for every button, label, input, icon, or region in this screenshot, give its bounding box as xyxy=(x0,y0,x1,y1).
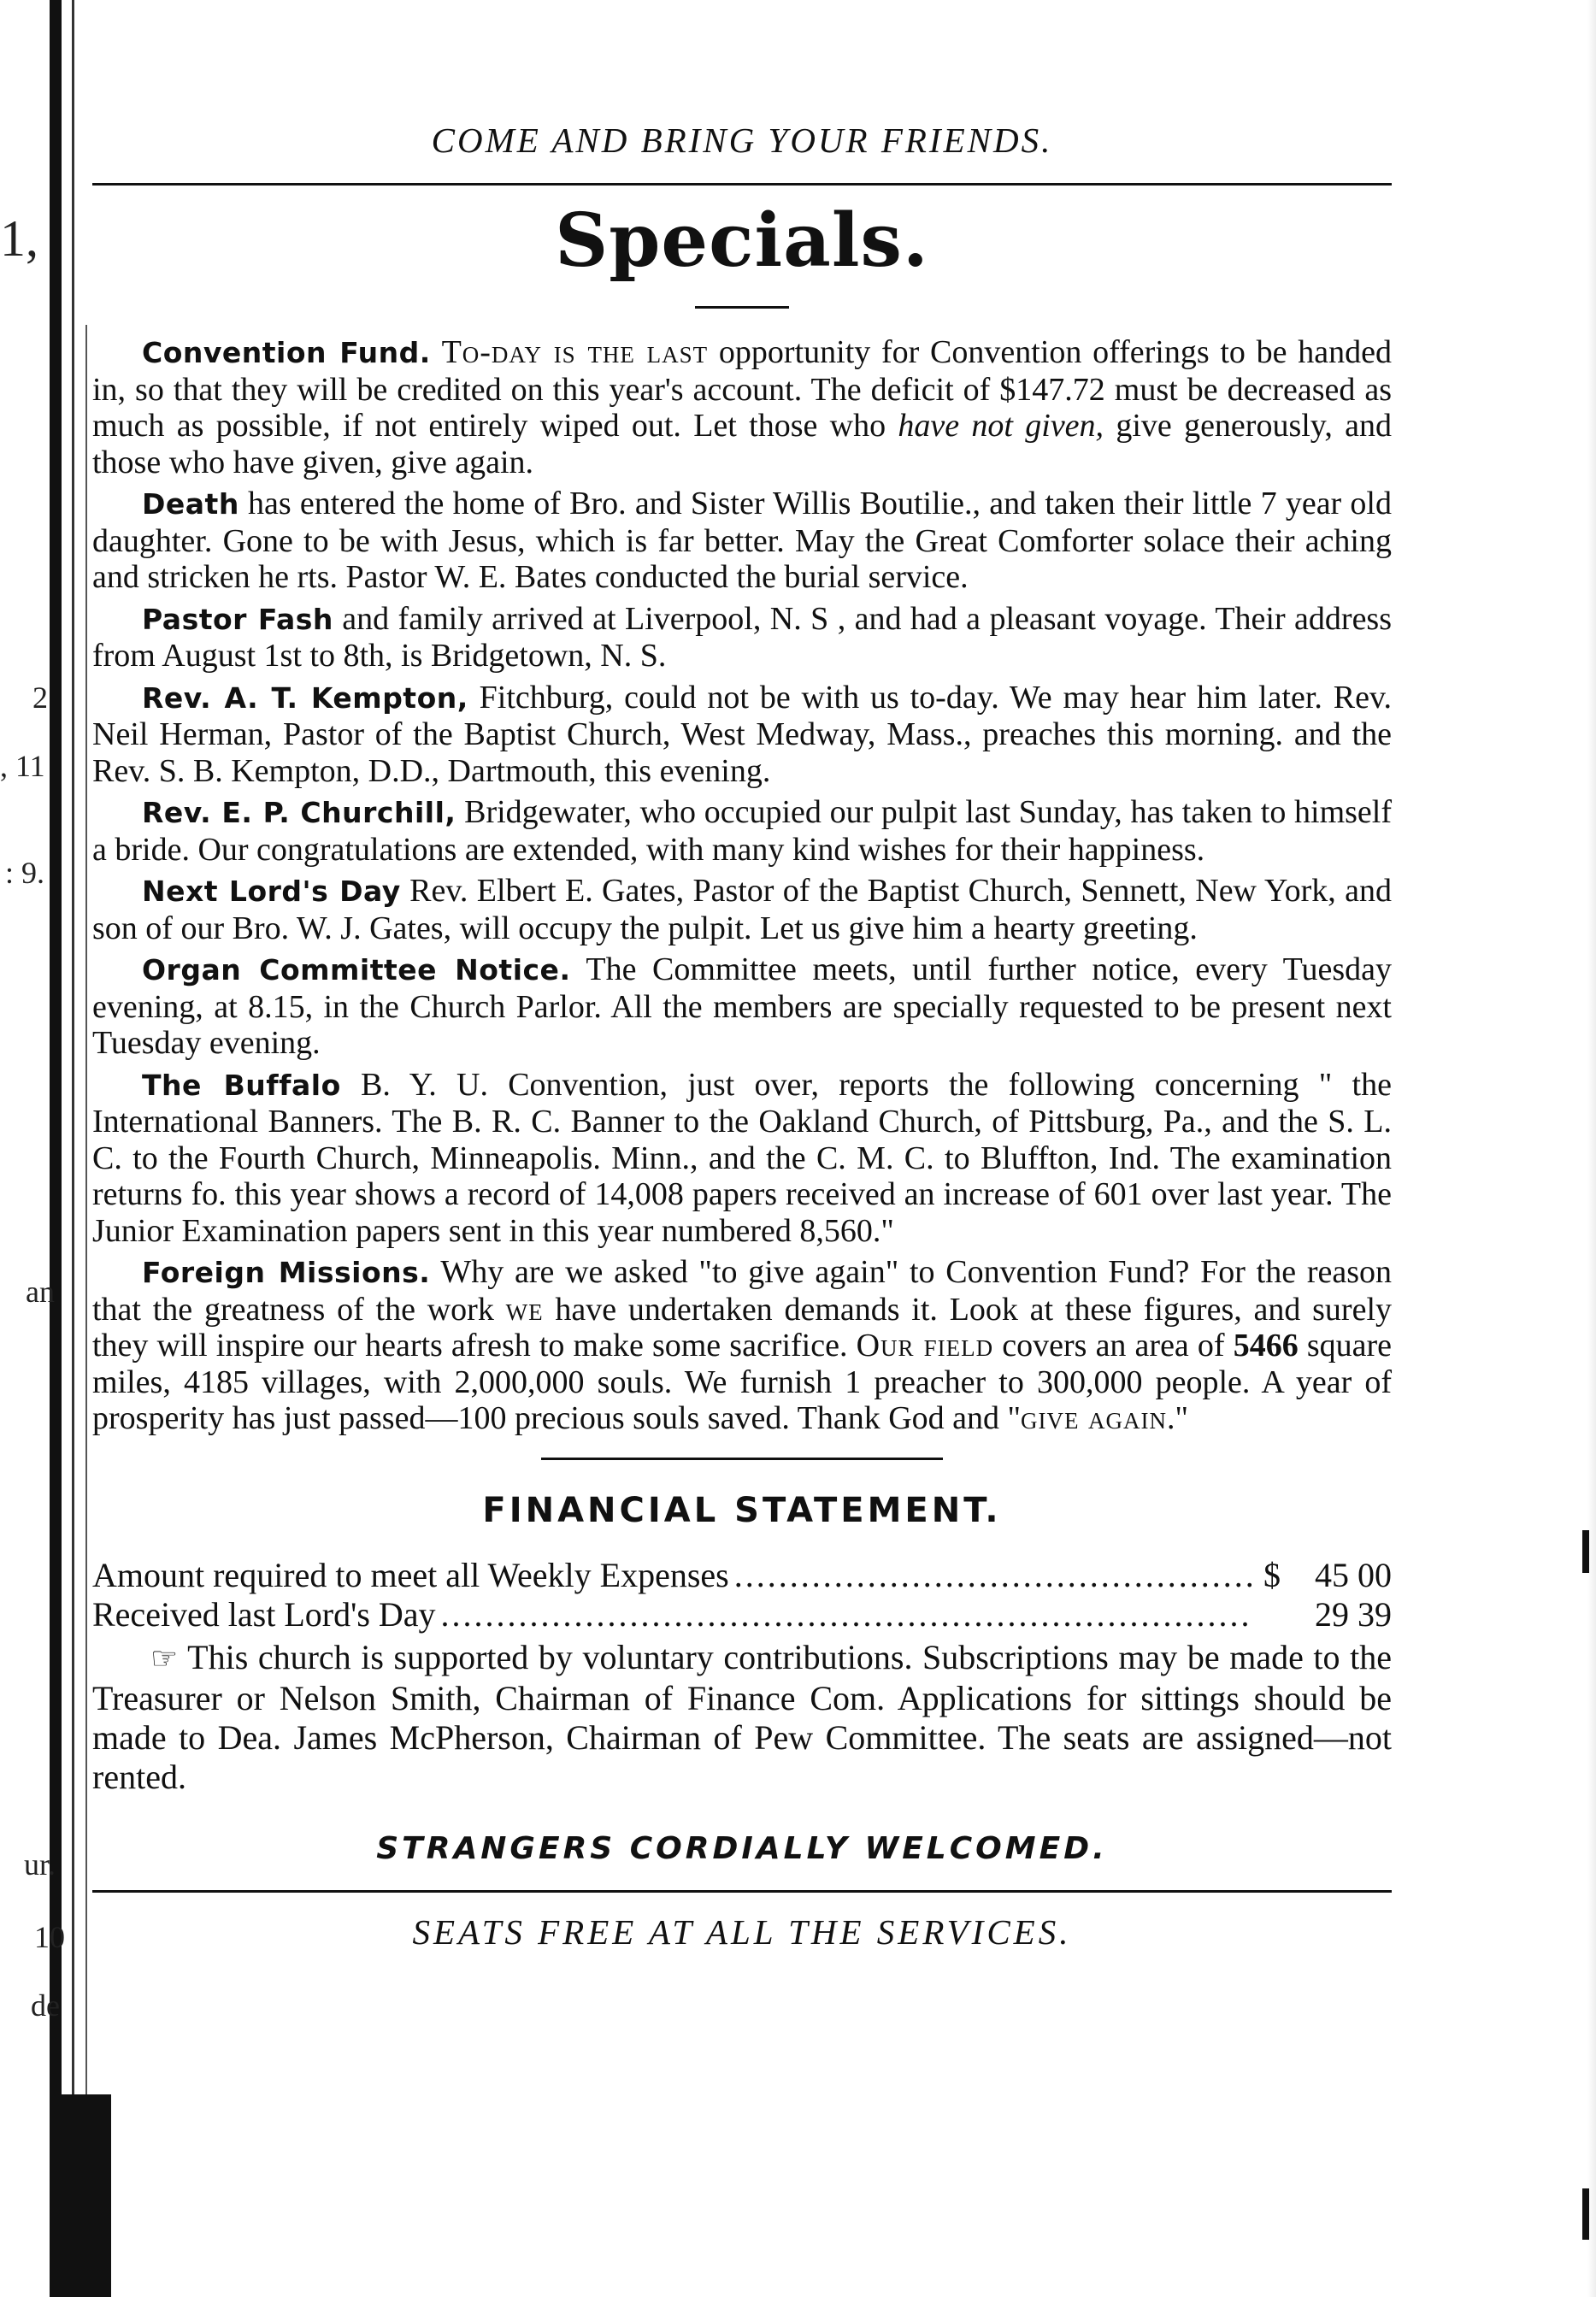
notice-text: Why are we asked "to give again" to Convention Fund? For the reason that the greatness of the work xyxy=(92,1254,1392,1328)
leader-dots xyxy=(441,1595,1251,1634)
notice-text: and family arrived at Liverpool, N. S , and had a pleasant voyage. Their address from August 1st to 8th, is Bridgetown, N. S. xyxy=(92,600,1393,674)
page-edge-mark xyxy=(1582,2188,1589,2240)
notice-lead: Rev. A. T. Kempton, xyxy=(142,680,468,715)
financial-title: FINANCIAL STATEMENT. xyxy=(482,1490,1002,1530)
notice-caps: give again xyxy=(1021,1400,1168,1436)
page-edge-mark xyxy=(1582,1530,1589,1573)
margin-note: de xyxy=(31,1988,60,2023)
financial-currency: $ xyxy=(1263,1555,1281,1594)
notice-text: square miles, 4185 villages, with 2,000,000 souls. We furnish 1 preacher to 300,000 people. A year of prosperity has just passed—100 precious souls saved. Thank God and " xyxy=(92,1328,1392,1436)
notice-buffalo-convention xyxy=(92,1067,1392,1250)
notice-lead: The Buffalo xyxy=(142,1068,341,1102)
title-rule xyxy=(695,306,789,309)
margin-note: 2 xyxy=(32,680,48,715)
financial-value: 45 00 xyxy=(1315,1555,1392,1594)
margin-note: , 11 xyxy=(0,749,45,783)
header-rule xyxy=(92,183,1392,186)
binding-shadow xyxy=(51,2094,111,2297)
page-edge xyxy=(1587,0,1596,2297)
notice-lead: Foreign Missions. xyxy=(142,1256,431,1289)
binding-edge-line xyxy=(85,325,87,2291)
binding-edge-line xyxy=(72,0,74,2297)
financial-row xyxy=(92,1595,1392,1634)
notice-italic: have not given, xyxy=(898,408,1104,444)
notice-next-lords-day xyxy=(92,873,1392,946)
notice-text: B. Y. U. Convention, just over, reports the following concerning " the International Banners. The B. R. C. Banner to the Oakland Church, of Pittsburg, Pa., and the S. L. C. to the Fourth Church, Minneapolis. Minn., and the C. M. C. to Bluffton, Ind. The examination returns fo. this year shows a record of 14,008 papers received an increase of 601 over last year. The Junior Examination papers sent in this year numbered 8,560." xyxy=(92,1066,1392,1249)
financial-value: 29 39 xyxy=(1315,1594,1392,1634)
support-paragraph xyxy=(92,1638,1392,1797)
notice-caps: To-day is the last xyxy=(441,334,709,370)
margin-note: : 9. xyxy=(5,856,45,890)
support-text: This church is supported by voluntary contributions. Subscriptions may be made to the Treasurer or Nelson Smith, Chairman of Finance Com. Applications for sittings should be made to Dea. James McPherson, Chairman of Pew Committee. The seats are assigned—not rented. xyxy=(92,1637,1392,1796)
notice-text: Fitchburg, could not be with us to-day. We may hear him later. Rev. Neil Herman, Pastor of the Baptist Church, West Medway, Mass., preaches this morning. and the Rev. S. B. Kempton, D.D., Dartmouth, this evening. xyxy=(92,679,1392,789)
notice-churchill xyxy=(92,794,1392,868)
notice-caps: Our field xyxy=(856,1328,994,1363)
notice-lead: Pastor Fash xyxy=(142,602,333,636)
margin-note: 1, xyxy=(0,210,38,267)
welcome-line: STRANGERS CORDIALLY WELCOMED. xyxy=(376,1830,1108,1866)
notice-foreign-missions xyxy=(92,1254,1392,1437)
leader-dots xyxy=(734,1556,1251,1595)
margin-note: ur. xyxy=(24,1847,56,1882)
notice-lead: Next Lord's Day xyxy=(142,875,401,908)
notice-kempton xyxy=(92,680,1392,790)
financial-row xyxy=(92,1556,1392,1595)
notice-text: opportunity for Convention offerings to be handed in, so that they will be credited on this year's account. The deficit of $147.72 must be decreased as much as possible, if not entirely wiped out. Let those who xyxy=(92,334,1393,444)
notice-text: Bridgewater, who occupied our pulpit last Sunday, has taken to himself a bride. Our congratulations are extended, with many kind wishes for their happiness. xyxy=(92,794,1392,868)
notice-caps: we xyxy=(505,1291,544,1328)
notice-convention-fund xyxy=(92,334,1392,480)
notice-lead: Organ Committee Notice. xyxy=(142,953,571,987)
header-tagline: COME AND BRING YOUR FRIENDS. xyxy=(431,121,1053,160)
specials-title: Specials. xyxy=(555,197,929,284)
footer-rule xyxy=(92,1890,1392,1893)
notice-text: have undertaken demands it. Look at these figures, and surely they will inspire our hearts afresh to make some sacrifice. xyxy=(92,1291,1393,1363)
notice-text: The Committee meets, until further notice, every Tuesday evening, at 8.15, in the Church Parlor. All the members are specially requested to be present next Tuesday evening. xyxy=(92,951,1392,1061)
pointing-hand-icon: ☞ xyxy=(150,1640,179,1676)
notice-text: covers an area of xyxy=(993,1328,1234,1363)
financial-label: Received last Lord's Day xyxy=(92,1594,436,1634)
notice-lead: Death xyxy=(142,487,239,521)
notice-pastor-fash xyxy=(92,601,1392,674)
notice-text: give generously, and those who have given, give again. xyxy=(92,408,1392,480)
notice-organ-committee xyxy=(92,951,1392,1062)
footer-line: SEATS FREE AT ALL THE SERVICES. xyxy=(412,1911,1072,1952)
notice-lead: Rev. E. P. Churchill, xyxy=(142,796,456,829)
margin-note: an xyxy=(26,1275,55,1309)
notice-death xyxy=(92,486,1392,596)
margin-note: 10 xyxy=(34,1920,65,1954)
section-rule xyxy=(541,1458,943,1460)
notice-text: ." xyxy=(1167,1400,1189,1436)
financial-label: Amount required to meet all Weekly Expenses xyxy=(92,1555,729,1594)
bulletin-column xyxy=(92,0,1392,1952)
notice-text: Rev. Elbert E. Gates, Pastor of the Baptist Church, Sennett, New York, and son of our Bro. W. J. Gates, will occupy the pulpit. Let us give him a hearty greeting. xyxy=(92,873,1392,946)
notice-bold-number: 5466 xyxy=(1233,1328,1299,1363)
notice-lead: Convention Fund. xyxy=(142,336,431,369)
notice-text: has entered the home of Bro. and Sister Willis Boutilie., and taken their little 7 year old daughter. Gone to be with Jesus, which is far better. May the Great Comforter solace their aching and stricken he rts. Pastor W. E. Bates conducted the burial service. xyxy=(92,486,1392,595)
